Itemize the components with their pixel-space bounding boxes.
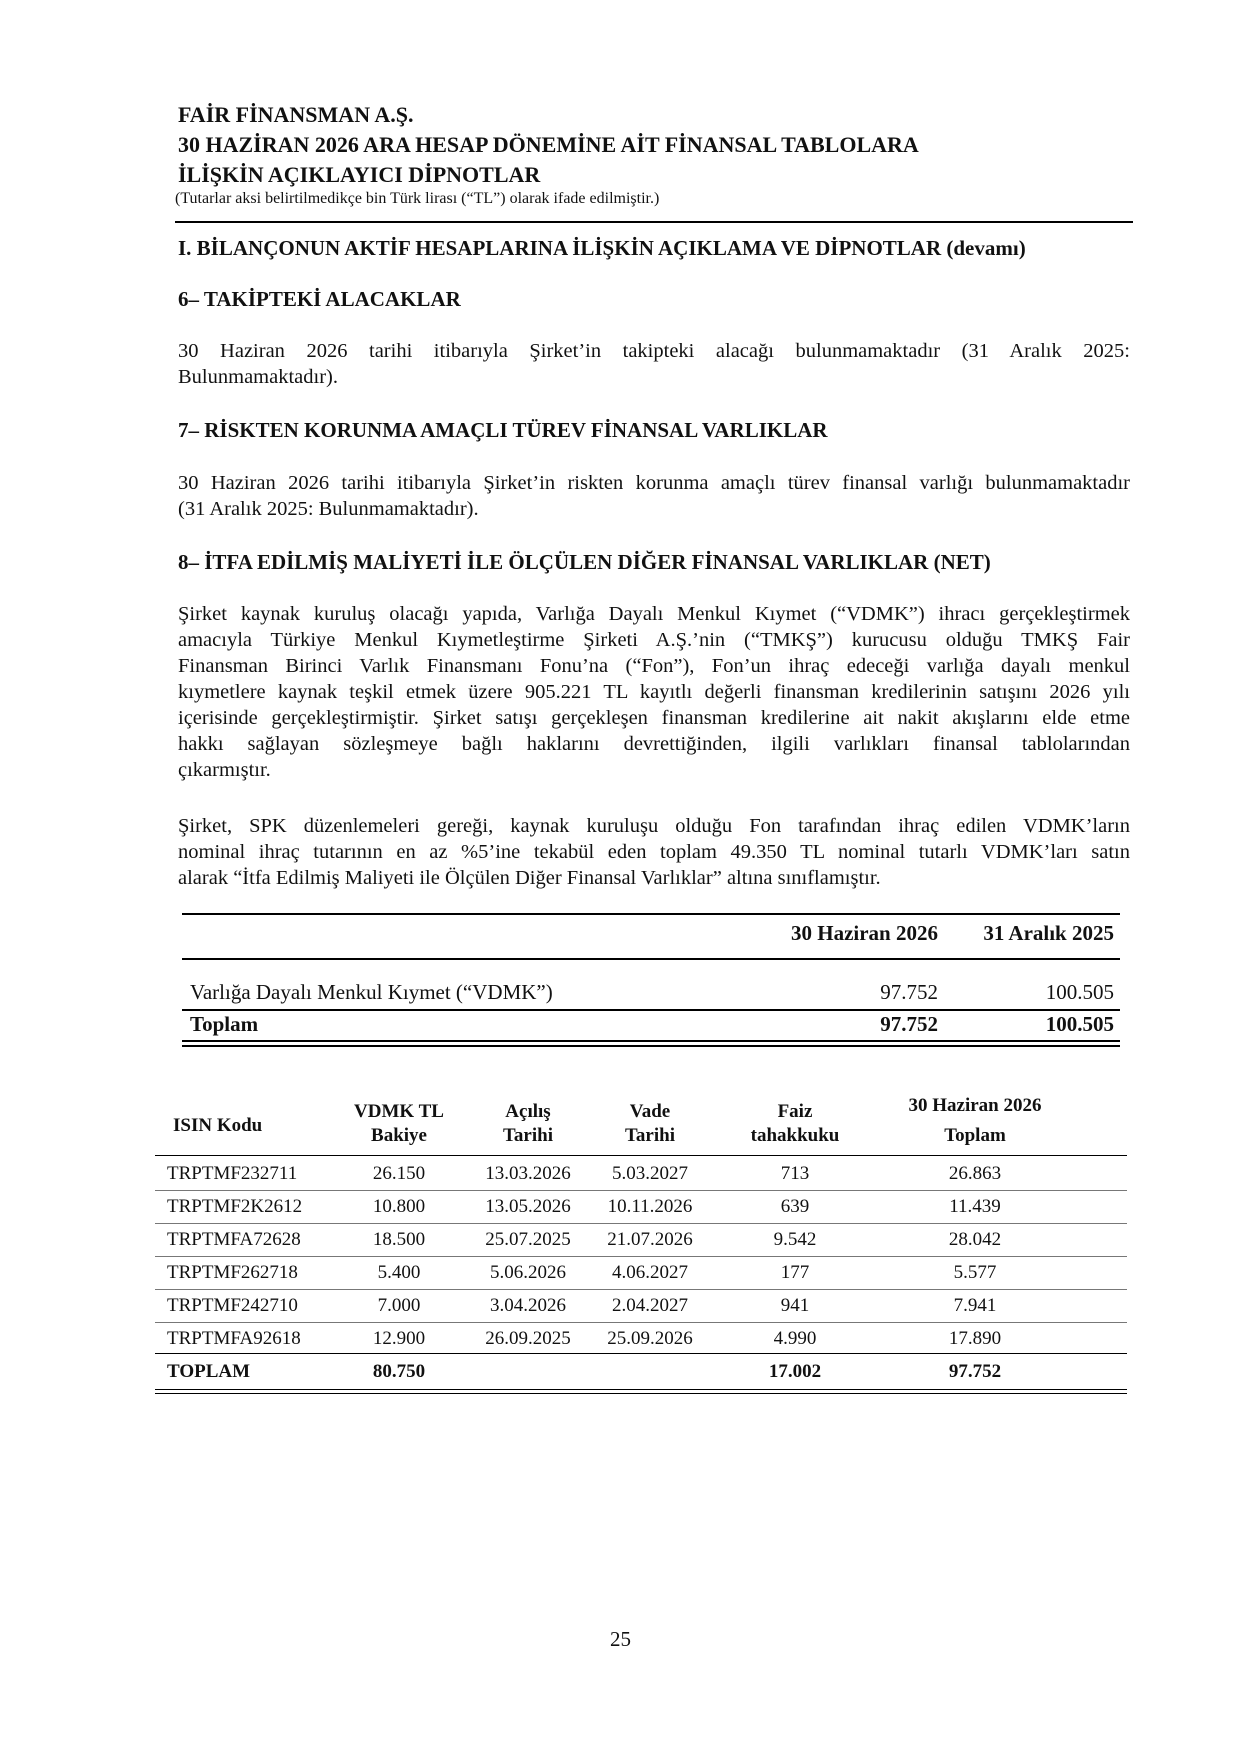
header-line: Açılış (505, 1101, 551, 1122)
note8-paragraph-2 (178, 813, 1130, 891)
note6-heading: 6– TAKİPTEKİ ALACAKLAR (178, 287, 461, 311)
table-top-rule (182, 913, 1120, 915)
col-header-bakiye (345, 1100, 453, 1148)
cell-bakiye: 7.000 (377, 1295, 421, 1316)
header-line: 30 Haziran 2026 (908, 1095, 1042, 1116)
cell-faiz: 9.542 (773, 1229, 817, 1250)
text-line: amacıyla Türkiye Menkul Kıymetleştirme Şirketi A.Ş.’nin (“TMKŞ”) kurucusu olduğu TMKŞ Fair (178, 629, 1130, 651)
total-label: Toplam (190, 1012, 259, 1036)
table-row (182, 980, 1120, 1010)
table-header-rule (182, 958, 1120, 960)
header-line: Tarihi (503, 1125, 553, 1146)
text-line: Bulunmamaktadır). (178, 366, 338, 388)
total-label: TOPLAM (167, 1361, 251, 1382)
text-line: Finansman Birinci Varlık Finansmanı Fonu’na (“Fon”), Fon’un ihraç edeceği varlığa dayalı menkul (178, 655, 1130, 677)
cell-vade: 21.07.2026 (607, 1229, 693, 1250)
cell-bakiye: 18.500 (372, 1229, 426, 1250)
cell-isin: TRPTMF242710 (167, 1295, 298, 1316)
text-line: 30 Haziran 2026 tarihi itibarıyla Şirket’in takipteki alacağı bulunmamaktadır (31 Aralık 2025: (178, 340, 1130, 362)
cell-faiz: 177 (780, 1262, 810, 1283)
cell-isin: TRPTMF262718 (167, 1262, 298, 1283)
cell-faiz: 713 (780, 1163, 810, 1184)
header-line: Toplam (944, 1125, 1006, 1146)
row-divider (155, 1322, 1127, 1323)
text-line: nominal ihraç tutarının en az %5’ine tekabül eden toplam 49.350 TL nominal tutarlı VDMK’ları satın (178, 841, 1130, 863)
text-line: (31 Aralık 2025: Bulunmamaktadır). (178, 498, 479, 520)
col-header-acilis (473, 1100, 583, 1148)
page-number: 25 (610, 1627, 631, 1651)
cell-faiz: 941 (780, 1295, 810, 1316)
double-underline (182, 1040, 1120, 1047)
cell-vade: 5.03.2027 (612, 1163, 688, 1184)
cell-faiz: 4.990 (773, 1328, 817, 1349)
cell-isin: TRPTMF2K2612 (167, 1196, 303, 1217)
currency-note: (Tutarlar aksi belirtilmedikçe bin Türk lirası (“TL”) olarak ifade edilmiştir.) (175, 190, 660, 207)
note7-paragraph (178, 470, 1130, 522)
row-value-2025: 100.505 (1045, 980, 1114, 1004)
note6-paragraph (178, 338, 1130, 390)
cell-acilis: 26.09.2025 (485, 1328, 571, 1349)
page-header (175, 100, 1138, 210)
total-value-2026: 97.752 (880, 1012, 938, 1036)
cell-isin: TRPTMF232711 (167, 1163, 298, 1184)
text-line: kıymetlere kaynak teşkil etmek üzere 905.221 TL kayıtlı değerli finansman kredilerinin satışını 2026 yılı (178, 681, 1130, 703)
col-header-toplam (885, 1094, 1065, 1148)
report-title-line-2: İLİŞKİN AÇIKLAYICI DİPNOTLAR (178, 162, 541, 187)
row-divider (155, 1289, 1127, 1290)
company-name: FAİR FİNANSMAN A.Ş. (178, 102, 414, 127)
table-header-rule (155, 1155, 1127, 1156)
text-line: 30 Haziran 2026 tarihi itibarıyla Şirket’in riskten korunma amaçlı türev finansal varlığı bulunmamaktadır (178, 472, 1130, 494)
cell-isin: TRPTMFA72628 (167, 1229, 301, 1250)
header-line: VDMK TL (354, 1101, 444, 1122)
summary-col-header-2025: 31 Aralık 2025 (983, 921, 1114, 945)
col-header-faiz (740, 1100, 850, 1148)
note7-heading: 7– RİSKTEN KORUNMA AMAÇLI TÜREV FİNANSAL VARLIKLAR (178, 418, 828, 442)
text-line: çıkarmıştır. (178, 759, 271, 781)
total-bakiye: 80.750 (372, 1361, 426, 1382)
header-line: tahakkuku (750, 1125, 840, 1146)
col-header-isin: ISIN Kodu (173, 1115, 263, 1136)
row-label: Varlığa Dayalı Menkul Kıymet (“VDMK”) (190, 980, 553, 1004)
cell-toplam: 5.577 (953, 1262, 997, 1283)
total-faiz: 17.002 (768, 1361, 822, 1382)
note8-paragraph-1 (178, 601, 1130, 783)
total-rule (182, 1009, 1120, 1011)
total-rule (155, 1353, 1127, 1354)
cell-vade: 2.04.2027 (612, 1295, 688, 1316)
double-underline (155, 1389, 1127, 1394)
section-title: I. BİLANÇONUN AKTİF HESAPLARINA İLİŞKİN AÇIKLAMA VE DİPNOTLAR (devamı) (178, 236, 1026, 260)
header-line: Bakiye (371, 1125, 427, 1146)
cell-isin: TRPTMFA92618 (167, 1328, 301, 1349)
cell-toplam: 11.439 (949, 1196, 1001, 1217)
cell-vade: 25.09.2026 (607, 1328, 693, 1349)
report-title-line-1: 30 HAZİRAN 2026 ARA HESAP DÖNEMİNE AİT FİNANSAL TABLOLARA (178, 132, 919, 157)
col-header-vade (595, 1100, 705, 1148)
note8-heading: 8– İTFA EDİLMİŞ MALİYETİ İLE ÖLÇÜLEN DİĞER FİNANSAL VARLIKLAR (NET) (178, 550, 991, 574)
cell-bakiye: 12.900 (372, 1328, 426, 1349)
cell-bakiye: 10.800 (372, 1196, 426, 1217)
text-line: Şirket kaynak kuruluş olacağı yapıda, Varlığa Dayalı Menkul Kıymet (“VDMK”) ihracı gerçekleştirmek (178, 603, 1130, 625)
row-divider (155, 1223, 1127, 1224)
cell-bakiye: 5.400 (377, 1262, 421, 1283)
total-value-2025: 100.505 (1045, 1012, 1114, 1036)
cell-vade: 4.06.2027 (612, 1262, 688, 1283)
cell-toplam: 26.863 (948, 1163, 1002, 1184)
row-divider (155, 1256, 1127, 1257)
cell-acilis: 25.07.2025 (485, 1229, 571, 1250)
cell-acilis: 5.06.2026 (490, 1262, 566, 1283)
text-line: içerisinde gerçekleştirmiştir. Şirket satışı gerçekleşen finansman kredilerine ait nakit akışlarını elde etme (178, 707, 1130, 729)
total-row (182, 1012, 1120, 1042)
header-line: Vade (629, 1101, 671, 1122)
header-line: Faiz (777, 1101, 813, 1122)
text-line: alarak “İtfa Edilmiş Maliyeti ile Ölçülen Diğer Finansal Varlıklar” altına sınıflamıştır. (178, 867, 881, 889)
total-toplam: 97.752 (948, 1361, 1002, 1382)
cell-vade: 10.11.2026 (607, 1196, 693, 1217)
cell-acilis: 13.05.2026 (485, 1196, 571, 1217)
cell-toplam: 17.890 (948, 1328, 1002, 1349)
cell-toplam: 28.042 (948, 1229, 1002, 1250)
cell-faiz: 639 (780, 1196, 810, 1217)
cell-acilis: 13.03.2026 (485, 1163, 571, 1184)
text-line: hakkı sağlayan sözleşmeye bağlı haklarını devrettiğinden, ilgili varlıkları finansal tablolarından (178, 733, 1130, 755)
header-line: Tarihi (625, 1125, 675, 1146)
cell-toplam: 7.941 (953, 1295, 997, 1316)
text-line: Şirket, SPK düzenlemeleri gereği, kaynak kuruluşu olduğu Fon tarafından ihraç edilen VDMK’ların (178, 815, 1130, 837)
row-value-2026: 97.752 (880, 980, 938, 1004)
cell-acilis: 3.04.2026 (490, 1295, 566, 1316)
header-divider (175, 221, 1133, 223)
row-divider (155, 1190, 1127, 1191)
cell-bakiye: 26.150 (372, 1163, 426, 1184)
summary-col-header-2026: 30 Haziran 2026 (791, 921, 938, 945)
